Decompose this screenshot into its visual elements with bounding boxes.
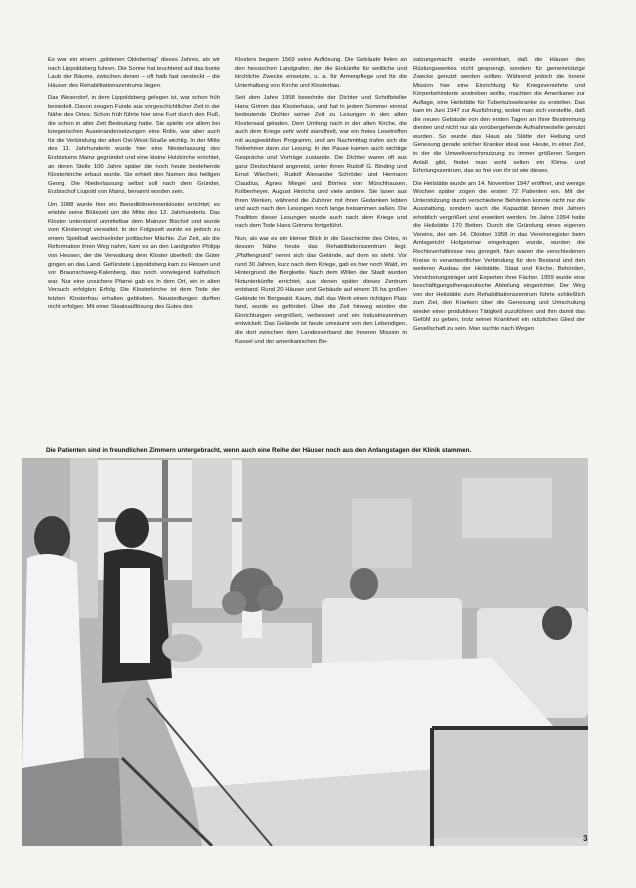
article-column-3 [413, 56, 585, 442]
article-paragraph: Die Heilstätte wurde am 14. November 1947 eröffnet, und wenige Wochen später zogen die ersten 72 Patienten ein. Mit der Unterstützung durch verschiedene Behörden konnte nicht nur die Ausstattung, sondern auch die Kapazität binnen drei Jahren erheblich vergrößert und erweitert werden. Im Jahre 1954 hatte die Heilstätte 170 Betten. Durch die Gründung eines eigenen Vereins, der am 14. Oktober 1958 in das Vereinsregister beim Amtsgericht Hofgeismar eingetragen wurde, wurden die Rechtsverhältnisse neu geregelt. Nun waren die verschiedenen Kreise in verantwortlicher Verbindung für den Bestand und den weiteren Ausbau der Heilstätte. Staat und Kirche, Behörden, Versicherungsträger und Experten ihrer Fächer. 1959 wurde eine beschäftigungstherapeutische Abteilung eingerichtet. Der Weg von der Heilstätte zum Rehabilitationszentrum führte schließlich zum Ziel, den Kranken über die Genesung und Umschulung wieder einer produktiven Tätigkeit zuzuführen und ihm damit das Gefühl zu geben, trotz seiner Krankheit ein nützliches Glied der Gesellschaft zu sein. Man suchte nach Wegen [413, 180, 585, 332]
article-column-2 [235, 56, 407, 442]
article-paragraph: Das Weserdorf, in dem Lippoldsberg gelegen ist, war schon früh besiedelt. Davon zeugen Funde aus vorgeschichtlicher Zeit in der Nähe des Ortes. Schon früh führte hier eine Furt durch den Fluß, die schon in alter Zeit Bedeutung hatte. Sie spielte vor allem bei kriegerischen Auseinandersetzungen eine Rolle, war aber auch für die Verbindung der alten Ost-West-Straße wichtig. In der Mitte des 11. Jahrhunderts wurde hier eine Niederlassung des Erzbistums Mainz gegründet und eine kleine Holzkirche errichtet, an deren Stelle 100 Jahre später die noch heute bestehende Klosterkirche erbaut wurde. Sie erhielt den Namen des heiligen Georg. Die Niederlassung selbst soll nach dem Gründer, Erzbischof Liupold von Mainz, benannt worden sein. [48, 95, 220, 196]
article-paragraph: Um 1088 wurde hier ein Benediktinerinnenkloster errichtet; es erlebte seine Blütezeit um die Mitte des 12. Jahrhunderts. Das Kloster unterstand unmittelbar dem Mainzer Bischof und wurde vom Klostervogt verwaltet. In der Folgezeit wurde es jedoch zu einem Spielball wechselnder politischer Mächte. Zur Zeit, als die Reformation ihren Weg nahm, kam es an den Landgrafen Philipp von Hessen, der die Verwaltung dem Kloster überließ; die Güter gingen an das Land. Gefürstete Lippoldsberg kam zu Hessen und vor Braunschweig-Kalenberg, das noch vorwiegend katholisch war. Nur eine unsichere Pfarrei gab es in dem Ort, ein in alten Versuch erfolgten Erfolg. Die Klosterkirche ist dem Tode der letzten Klosterfrau erhalten geblieben. Neusiedlungen durften nicht erfolgen. Mit einer Staatsauflösung des Gutes des [48, 201, 220, 311]
article-column-1 [48, 56, 220, 442]
article-paragraph: Es war ein einem „goldenen Oktobertag“ dieses Jahres, als wir nach Lippoldsberg fuhren. Die Sonne hat leuchtend auf das bunte Laub der Bäume, zwischen denen – oft halb fast versteckt – die Häuser des Rehabilitationszentrums liegen. [48, 57, 220, 89]
hospital-ward-photo [22, 458, 588, 846]
article-paragraph: Seit dem Jahre 1958 bewohnte der Dichter und Schriftsteller Hans Grimm das Klosterhaus, und hat in jedem Sommer einmal bedeutende Dichter seiner Zeit zu Lesungen in den alten Klostersaal geladen. Dem Umfang nach in der alten Kirche, die auch dem Kriege sehr wohl standhielt, war ein freies Lesetreffen mit ausgewählten Programm, und am Nachmittag trafen sich die Teilnehmer dann zur Lesung. In der Pause kamen auch wichtige Gespräche und Vorträge zustande. Die Dichter waren oft aus ganz Deutschland angereist, unter ihnen Rudolf G. Binding und Ernst Wiechert, Rudolf Alexander Schröder und Hermann Claudius, Agnes Miegel und Börries von Münchhausen, Kolbenheyer, August Hinrichs und viele andere. Sie lasen aus ihren Werken, während die Zuhörer mit ihren Gedanken lebten und auch nach den Lesungen noch lange beisammen saßen. Die Tradition dieser Lesungen wurde auch nach dem Kriege und nach dem Tode Hans Grimms fortgeführt. [235, 95, 407, 230]
photo-illustration [22, 458, 588, 846]
article-paragraph: satzungsmacht wurde vereinbart, daß die Häuser des Rüstungswerkes nicht gesprengt, sondern für gemeinnützige Zwecke genutzt werden sollten. Während jedoch die Innere Mission hier eine Einrichtung für Kriegsversehrte und Körperbehinderte anstreben wollte, machten die Amerikaner zur Auflage, eine Heilstätte für Tuberkulosekranke zu erstellen. Das kam im Juni 1947 zur Ausführung, wobei man sich vorstellte, daß die neuen Gebäude von den ersten Tagen an ihrer Bestimmung dienten und nicht nur als vorübergehende Aufnahmestelle genutzt wurden. So wurde das Haus als Stätte der Heilung und Genesung gerade solcher Kranker ideal war. Heute, in einer Zeit, in der die Umweltverschmutzung zu immer größeren Sorgen Anlaß gibt, findet man wohl selten ein Klima- und Erholungszentrum, das so frei von ihr ist wie dieses. [413, 57, 585, 175]
photo-caption: Die Patienten sind in freundlichen Zimmern untergebracht, wenn auch eine Reihe der Häuser noch aus den Anfangstagen der Klinik stammen. [46, 447, 472, 454]
page-number: 3 [583, 834, 588, 843]
article-paragraph: Klosters begann 1569 seine Auflösung. Die Gebäude fielen an den hessischen Landgrafen, der die Einkünfte für weltliche und kirchliche Zwecke einsetzte, u. a. für Armenpflege und für die Unterhaltung von Kirche und Klosterbau. [235, 57, 407, 89]
article-paragraph: Nun, als war es ein kleiner Blick in die Geschichte des Ortes, in dessen Nähe heute das Rehabilitationszentrum liegt. „Pfaffengrund“ nennt sich das Gelände, auf dem es steht. Vor rund 30 Jahren, kurz nach dem Kriege, gab es hier noch Wald, im Hintergrund die Bergkette. Nach dem Willen der Stadt wurden Notunterkünfte errichtet, aus denen später dieses Zentrum entstand. Rund 20 Häuser und Gebäude auf einem 15 ha großen Gelände im Bergwald. Kaum, daß das Werk einen richtigen Platz fand, wurde es gefördert. Über die Zeit hinweg wurden die Einrichtungen vergrößert, verbessert und ein Industriezentrum entwickelt. Das Gelände ist heute umsäumt von den Lebendigen, die dort zwischen dem Landesverband der Inneren Mission in Kassel und der amerikanischen Be- [235, 235, 407, 345]
